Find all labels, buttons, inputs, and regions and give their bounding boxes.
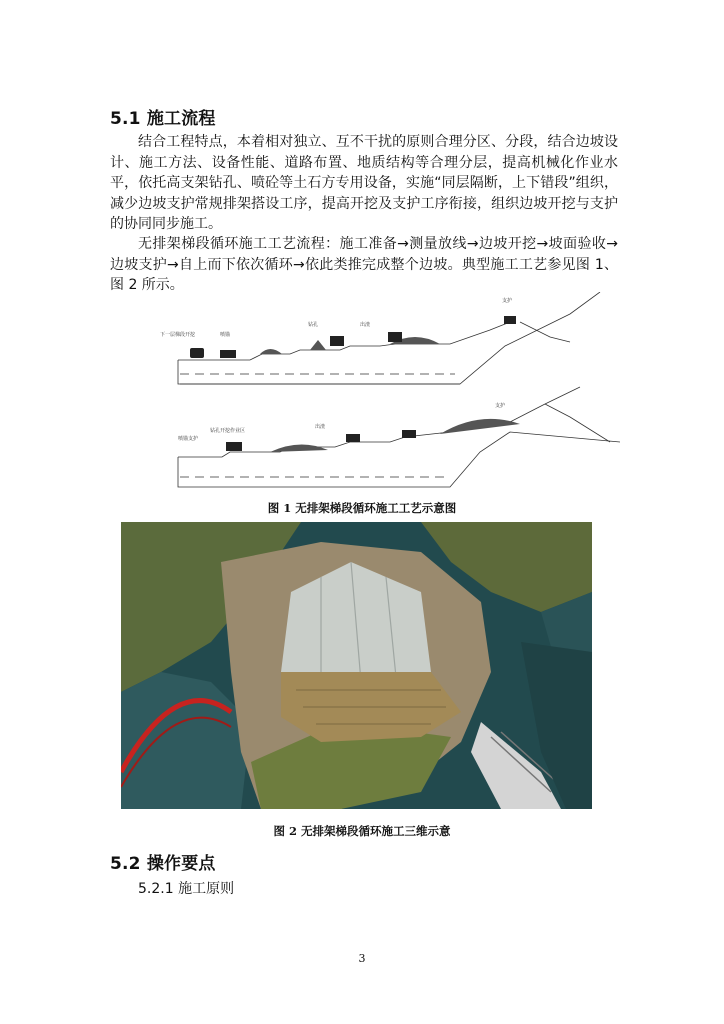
fig1-label-bottom-left: 喷锚支护 <box>178 436 199 442</box>
paragraph-process-flow: 无排架梯段循环施工工艺流程：施工准备→测量放线→边坡开挖→坡面验收→边坡支护→自上而下依次循环→依此类推完成整个边坡。典型施工工艺参见图 1、图 2 所示。 <box>110 236 618 293</box>
fig1-label-top-left-2: 喷锚 <box>220 332 231 338</box>
fig1-label-bottom-mid2: 出渣 <box>315 424 326 430</box>
fig1-label-bottom-right: 支护 <box>495 403 506 409</box>
fig1-label-top-left: 下一层梯段开挖 <box>160 332 196 338</box>
figure-2-caption: 图 2 无排架梯段循环施工三维示意 <box>273 824 451 838</box>
fig1-label-bottom-mid: 钻孔开挖作业区 <box>210 428 246 434</box>
fig1-label-top-mid2: 出渣 <box>360 322 371 328</box>
fig1-label-top-mid: 钻孔 <box>308 322 319 328</box>
section-heading-construction-flow: 5.1 施工流程 <box>110 109 216 129</box>
section-heading-key-operations: 5.2 操作要点 <box>110 854 216 874</box>
page-number: 3 <box>358 952 366 965</box>
fig1-label-top-right: 支护 <box>502 298 513 304</box>
paragraph-construction-principle: 结合工程特点，本着相对独立、互不干扰的原则合理分区、分段，结合边坡设计、施工方法、设备性能、道路布置、地质结构等合理分层，提高机械化作业水平，依托高支架钻孔、喷砼等土石方专用设备，实施“同层隔断，上下错段”组织，减少边坡支护常规排架搭设工序，提高开挖及支护工序衔接，组织边坡开挖与支护的协同同步施工。 <box>110 134 618 232</box>
figure-2-3d-render <box>121 522 592 809</box>
figure-1-caption: 图 1 无排架梯段循环施工工艺示意图 <box>267 501 457 515</box>
figure-1-schematic <box>150 292 620 492</box>
render-svg <box>121 522 592 809</box>
schematic-svg <box>150 292 620 492</box>
subsection-heading-principles: 5.2.1 施工原则 <box>138 881 235 897</box>
